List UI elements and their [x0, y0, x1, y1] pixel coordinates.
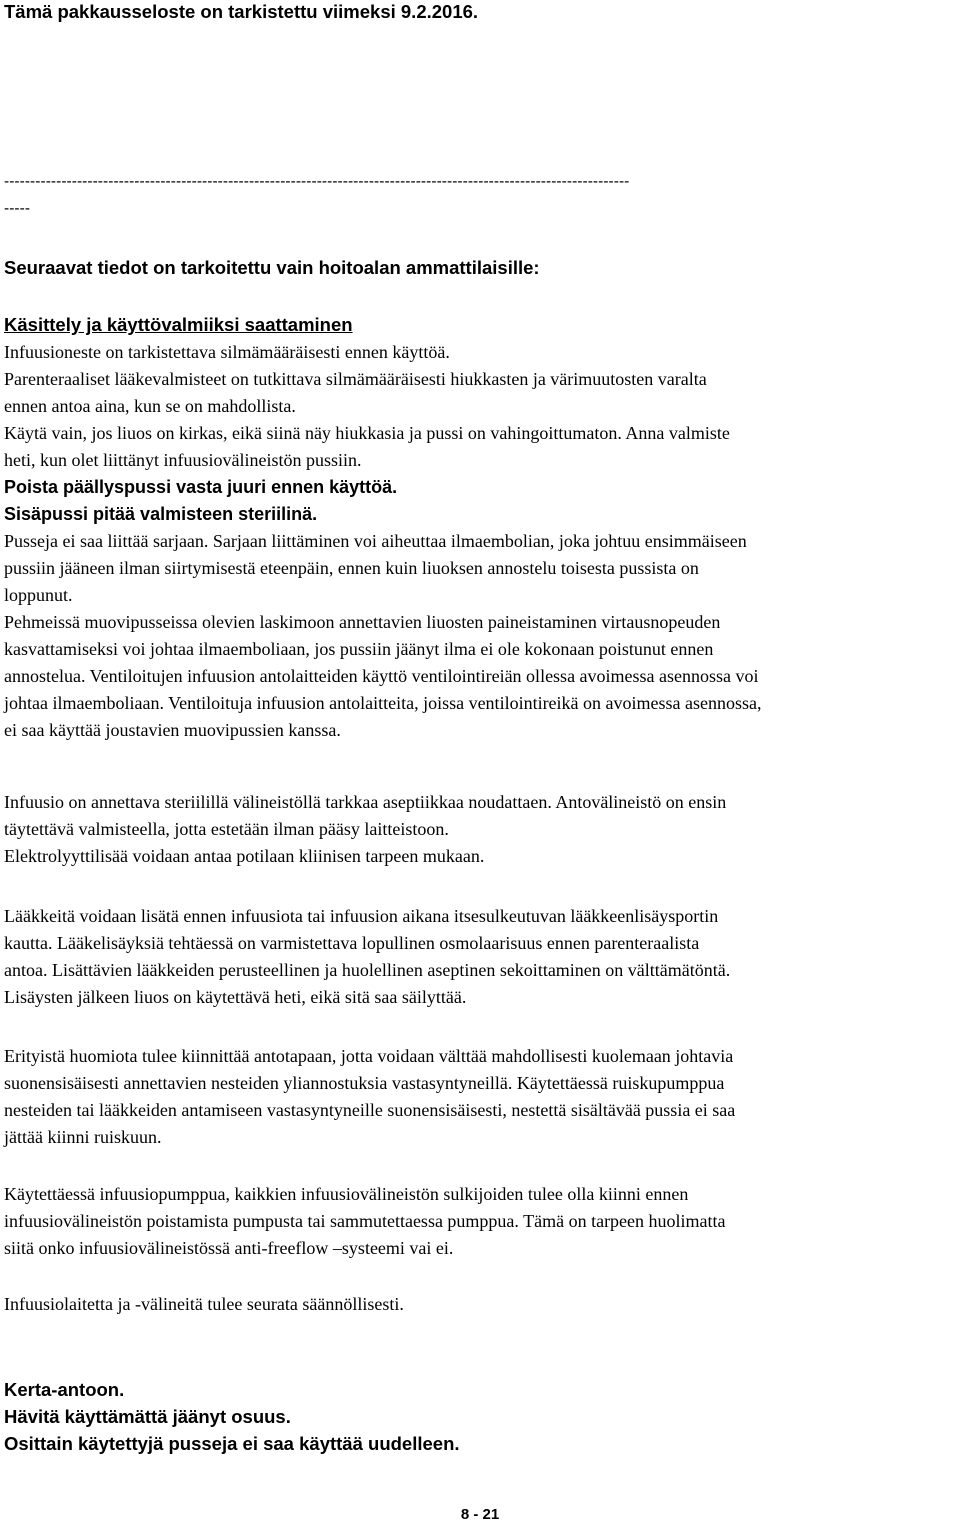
text-line: Infuusiolaitetta ja -välineitä tulee seurata säännöllisesti. — [4, 1294, 404, 1314]
revision-note: Tämä pakkausseloste on tarkistettu viimeksi 9.2.2016. — [4, 1, 479, 22]
text-line: Erityistä huomiota tulee kiinnittää antotapaan, jotta voidaan välttää mahdollisesti kuolemaan johtavia — [4, 1046, 734, 1066]
text-line: heti, kun olet liittänyt infuusiovälineistön pussiin. — [4, 450, 362, 470]
text-line: ei saa käyttää joustavien muovipussien kanssa. — [4, 720, 341, 740]
infusion-pump-paragraph — [4, 1181, 956, 1262]
text-line: Parenteraaliset lääkevalmisteet on tutkittava silmämääräisesti hiukkasten ja värimuutosten varalta — [4, 369, 707, 389]
text-line: kasvattamiseksi voi johtaa ilmaemboliaan, jos pussiin jäänyt ilma ei ole kokonaan poistunut ennen — [4, 639, 714, 659]
text-line: suonensisäisesti annettavien nesteiden yliannostuksia vastasyntyneillä. Käytettäessä ruiskupumppua — [4, 1073, 725, 1093]
handling-instructions — [4, 339, 956, 744]
text-line: Lisäysten jälkeen liuos on käytettävä heti, eikä sitä saa säilyttää. — [4, 987, 467, 1007]
text-line: antoa. Lisättävien lääkkeiden perusteellinen ja huolellinen aseptinen sekoittaminen on välttämätöntä. — [4, 960, 731, 980]
text-line: Pusseja ei saa liittää sarjaan. Sarjaan liittäminen voi aiheuttaa ilmaembolian, joka johtuu ensimmäiseen — [4, 531, 747, 551]
single-use-notes — [4, 1376, 956, 1457]
text-line: ennen antoa aina, kun se on mahdollista. — [4, 396, 296, 416]
text-line: Infuusio on annettava steriilillä välineistöllä tarkkaa aseptiikkaa noudattaen. Antovälineistö on ensin — [4, 792, 727, 812]
text-line: Käytettäessä infuusiopumppua, kaikkien infuusiovälineistön sulkijoiden tulee olla kiinni ennen — [4, 1184, 689, 1204]
text-line: johtaa ilmaemboliaan. Ventiloituja infuusion antolaitteita, joissa ventilointireikä on avoimessa asennossa, — [4, 693, 762, 713]
text-line: nesteiden tai lääkkeiden antamiseen vastasyntyneille suonensisäisesti, nestettä sisältävää pussia ei saa — [4, 1100, 736, 1120]
text-line: annostelua. Ventiloitujen infuusion antolaitteiden käyttö ventilointireiän ollessa avoimessa asennossa voi — [4, 666, 759, 686]
bold-instruction: Kerta-antoon. — [4, 1379, 125, 1400]
page-number: 8 - 21 — [460, 1506, 500, 1523]
text-line: Käytä vain, jos liuos on kirkas, eikä siinä näy hiukkasia ja pussi on vahingoittumaton. Anna valmiste — [4, 423, 730, 443]
additives-paragraph — [4, 903, 956, 1011]
text-line: täytettävä valmisteella, jotta estetään ilman pääsy laitteistoon. — [4, 819, 449, 839]
text-line: pussiin jääneen ilman siirtymisestä eteenpäin, ennen kuin liuoksen annostelu toisesta pussista on — [4, 558, 699, 578]
text-line: infuusiovälineistön poistamista pumpusta tai sammutettaessa pumppua. Tämä on tarpeen huolimatta — [4, 1211, 726, 1231]
monitoring-paragraph — [4, 1291, 956, 1318]
text-line: Infuusioneste on tarkistettava silmämääräisesti ennen käyttöä. — [4, 342, 450, 362]
audience-heading: Seuraavat tiedot on tarkoitettu vain hoitoalan ammattilaisille: — [4, 257, 540, 278]
separator-line-continued: ----- — [4, 200, 31, 217]
bold-instruction: Hävitä käyttämättä jäänyt osuus. — [4, 1406, 291, 1427]
section-title: Käsittely ja käyttövalmiiksi saattaminen — [4, 314, 353, 335]
asepsis-paragraph — [4, 789, 956, 870]
neonates-paragraph — [4, 1043, 956, 1151]
text-line: jättää kiinni ruiskuun. — [4, 1127, 162, 1147]
text-line: siitä onko infuusiovälineistössä anti-freeflow –systeemi vai ei. — [4, 1238, 454, 1258]
bold-instruction: Sisäpussi pitää valmisteen steriilinä. — [4, 504, 318, 524]
text-line: loppunut. — [4, 585, 73, 605]
text-line: Lääkkeitä voidaan lisätä ennen infuusiota tai infuusion aikana itsesulkeutuvan lääkkeenlisäysportin — [4, 906, 719, 926]
text-line: Pehmeissä muovipusseissa olevien laskimoon annettavien liuosten paineistaminen virtausnopeuden — [4, 612, 721, 632]
text-line: Elektrolyyttilisää voidaan antaa potilaan kliinisen tarpeen mukaan. — [4, 846, 485, 866]
separator-line: ------------------------------------------------------------------------------------------------------------------------ — [4, 173, 630, 190]
text-line: kautta. Lääkelisäyksiä tehtäessä on varmistettava lopullinen osmolaarisuus ennen parenteraalista — [4, 933, 700, 953]
bold-instruction: Poista päällyspussi vasta juuri ennen käyttöä. — [4, 477, 398, 497]
bold-instruction: Osittain käytettyjä pusseja ei saa käyttää uudelleen. — [4, 1433, 460, 1454]
